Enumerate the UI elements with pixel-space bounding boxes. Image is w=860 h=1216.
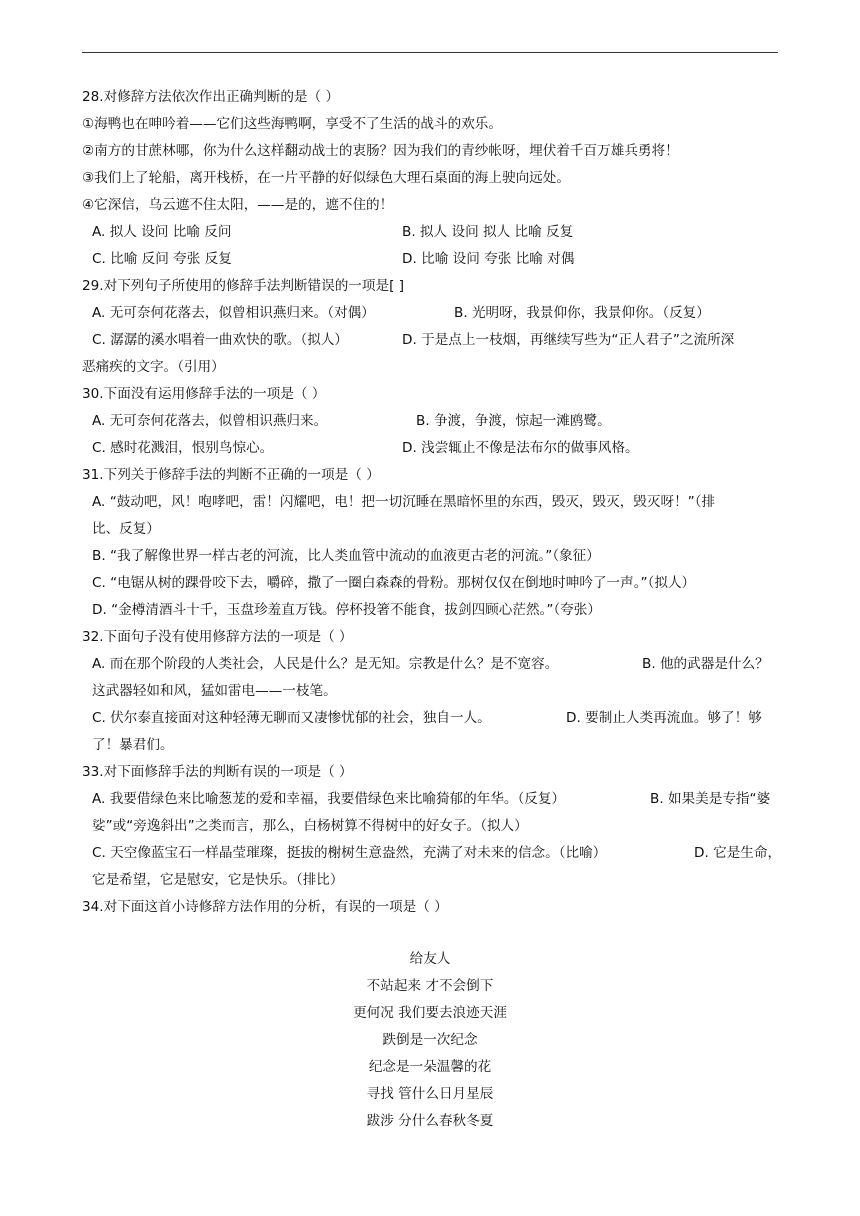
q33-option-d: D. 它是生命， bbox=[694, 845, 782, 861]
q31-option-a-cont: 比、反复） bbox=[92, 521, 160, 537]
q32-option-d-cont: 了！暴君们。 bbox=[92, 737, 174, 753]
poem-line: 更何况 我们要去浪迹天涯 bbox=[353, 1005, 507, 1021]
q28-option-a: A. 拟人 设问 比喻 反问 bbox=[92, 224, 232, 240]
q28-sentence-2: ②南方的甘蔗林哪，你为什么这样翻动战士的衷肠？因为我们的青纱帐呀，埋伏着千百万雄兵勇将！ bbox=[82, 143, 679, 159]
q29-options-cd bbox=[82, 327, 782, 354]
q32-stem: 32.下面句子没有使用修辞方法的一项是（ ） bbox=[82, 629, 353, 645]
q30-stem: 30.下面没有运用修辞手法的一项是（ ） bbox=[82, 386, 326, 402]
q32-option-c: C. 伏尔泰直接面对这种轻薄无聊而又凄惨忧郁的社会，独自一人。 bbox=[92, 710, 491, 726]
q32-option-b: B. 他的武器是什么？ bbox=[642, 656, 769, 672]
q33-options-ab bbox=[82, 786, 782, 813]
q31-option-a: A. “鼓动吧，风！咆哮吧，雷！闪耀吧，电！把一切沉睡在黑暗怀里的东西，毁灭，毁灭，毁灭呀！”（排 bbox=[92, 494, 716, 510]
header-rule bbox=[82, 52, 778, 53]
poem-line: 跋涉 分什么春秋冬夏 bbox=[366, 1113, 494, 1129]
q31-option-d: D. “金樽清酒斗十千，玉盘珍羞直万钱。停杯投箸不能食，拔剑四顾心茫然。”（夸张） bbox=[92, 602, 601, 618]
q32-option-a: A. 而在那个阶段的人类社会，人民是什么？是无知。宗教是什么？是不宽容。 bbox=[92, 656, 559, 672]
q28-stem: 28.对修辞方法依次作出正确判断的是（ ） bbox=[82, 89, 340, 105]
q31-option-b: B. “我了解像世界一样古老的河流，比人类血管中流动的血液更古老的河流。”（象征） bbox=[92, 548, 600, 564]
q29-option-a: A. 无可奈何花落去，似曾相识燕归来。（对偶） bbox=[92, 305, 375, 321]
poem bbox=[200, 946, 660, 1135]
q32-option-b-cont: 这武器轻如和风，猛如雷电——一枝笔。 bbox=[92, 683, 337, 699]
q32-options-ab bbox=[82, 651, 782, 678]
q28-sentence-1: ①海鸭也在呻吟着——它们这些海鸭啊，享受不了生活的战斗的欢乐。 bbox=[82, 116, 502, 132]
poem-line: 跌倒是一次纪念 bbox=[382, 1032, 478, 1048]
q33-option-d-cont: 它是希望，它是慰安，它是快乐。（排比） bbox=[92, 872, 344, 888]
q28-sentence-3: ③我们上了轮船，离开栈桥，在一片平静的好似绿色大理石桌面的海上驶向远处。 bbox=[82, 170, 570, 186]
q33-option-b-cont: 娑”或“旁逸斜出”之类而言，那么，白杨树算不得树中的好女子。（拟人） bbox=[92, 818, 528, 834]
q28-sentence-4: ④它深信，乌云遮不住太阳，——是的，遮不住的！ bbox=[82, 197, 394, 213]
q30-option-b: B. 争渡，争渡，惊起一滩鸥鹭。 bbox=[416, 413, 611, 429]
q28-option-d: D. 比喻 设问 夸张 比喻 对偶 bbox=[402, 251, 575, 267]
q33-option-a: A. 我要借绿色来比喻葱茏的爱和幸福，我要借绿色来比喻猗郁的年华。（反复） bbox=[92, 791, 566, 807]
q29-stem: 29.对下列句子所使用的修辞手法判断错误的一项是[ ] bbox=[82, 278, 405, 294]
q29-options-ab bbox=[82, 300, 782, 327]
q29-option-b: B. 光明呀，我景仰你，我景仰你。（反复） bbox=[454, 305, 710, 321]
q32-options-cd bbox=[82, 705, 782, 732]
q32-option-d: D. 要制止人类再流血。够了！够 bbox=[566, 710, 762, 726]
question-list bbox=[82, 84, 782, 921]
q33-options-cd bbox=[82, 840, 782, 867]
q28-option-c: C. 比喻 反问 夸张 反复 bbox=[92, 251, 232, 267]
q33-option-b: B. 如果美是专指“婆 bbox=[650, 791, 771, 807]
q30-option-a: A. 无可奈何花落去，似曾相识燕归来。 bbox=[92, 413, 328, 429]
q33-option-c: C. 天空像蓝宝石一样晶莹璀璨，挺拔的榭树生意盎然，充满了对未来的信念。（比喻） bbox=[92, 845, 607, 861]
q28-options-ab bbox=[82, 219, 782, 246]
q33-stem: 33.对下面修辞手法的判断有误的一项是（ ） bbox=[82, 764, 353, 780]
q29-option-d: D. 于是点上一枝烟，再继续写些为“正人君子”之流所深 bbox=[402, 332, 735, 348]
q29-option-c: C. 潺潺的溪水唱着一曲欢快的歌。（拟人） bbox=[92, 332, 349, 348]
q30-options-cd bbox=[82, 435, 782, 462]
q28-options-cd bbox=[82, 246, 782, 273]
q34-stem: 34.对下面这首小诗修辞方法作用的分析，有误的一项是（ ） bbox=[82, 899, 448, 915]
q29-option-d-cont: 恶痛疾的文字。（引用） bbox=[82, 359, 225, 375]
poem-line: 纪念是一朵温馨的花 bbox=[368, 1059, 492, 1075]
q28-option-b: B. 拟人 设问 拟人 比喻 反复 bbox=[402, 224, 574, 240]
q30-options-ab bbox=[82, 408, 782, 435]
poem-line: 寻找 管什么日月星辰 bbox=[366, 1086, 494, 1102]
poem-title: 给友人 bbox=[409, 951, 451, 967]
q31-stem: 31.下列关于修辞手法的判断不正确的一项是（ ） bbox=[82, 467, 380, 483]
q31-option-c: C. “电锯从树的踝骨咬下去，嚼碎，撒了一圈白森森的骨粉。那树仅仅在倒地时呻吟了一声。”（拟人） bbox=[92, 575, 696, 591]
poem-line: 不站起来 才不会倒下 bbox=[366, 978, 494, 994]
q30-option-c: C. 感时花溅泪，恨别鸟惊心。 bbox=[92, 440, 274, 456]
q30-option-d: D. 浅尝辄止不像是法布尔的做事风格。 bbox=[402, 440, 639, 456]
